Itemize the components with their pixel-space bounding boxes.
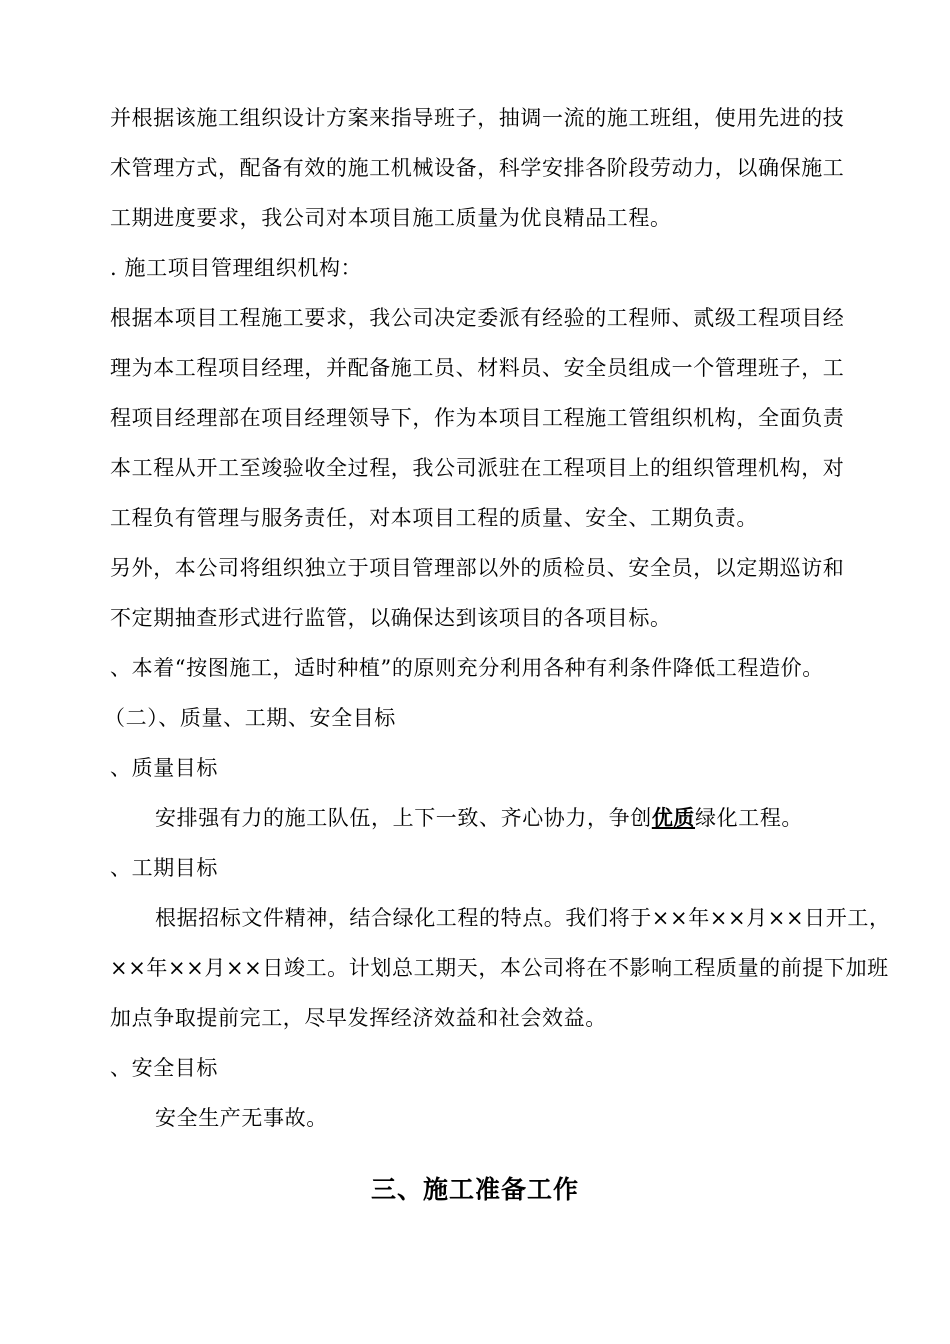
paragraph-line: 工程负有管理与服务责任，对本项目工程的质量、安全、工期负责。 [110,506,758,530]
paragraph-line: 根据本项目工程施工要求，我公司决定委派有经验的工程师、贰级工程项目经 [110,306,845,330]
quality-heading: 、质量目标 [110,756,218,780]
paragraph-line: 程项目经理部在项目经理领导下，作为本项目工程施工管组织机构，全面负责 [110,406,845,430]
quality-text-a: 安排强有力的施工队伍，上下一致、齐心协力，争创 [155,806,652,830]
schedule-heading: 、工期目标 [110,856,218,880]
quality-text-underlined: 优质 [651,805,696,830]
safety-text: 安全生产无事故。 [155,1106,328,1130]
paragraph-line: 并根据该施工组织设计方案来指导班子，抽调一流的施工班组，使用先进的技 [110,106,845,130]
paragraph-line: 不定期抽查形式进行监管，以确保达到该项目的各项目标。 [110,606,672,630]
schedule-text-line: 加点争取提前完工，尽早发挥经济效益和社会效益。 [110,1006,607,1030]
chapter-title: 三、施工准备工作 [370,1175,579,1204]
paragraph-line: 术管理方式，配备有效的施工机械设备，科学安排各阶段劳动力，以确保施工 [110,156,845,180]
quality-text [155,803,803,833]
paragraph-line: 、本着“按图施工，适时种植”的原则充分利用各种有利条件降低工程造价。 [110,656,824,680]
schedule-text-line: 根据招标文件精神，结合绿化工程的特点。我们将于××年××月××日开工， [155,906,891,930]
paragraph-line: 工期进度要求，我公司对本项目施工质量为优良精品工程。 [110,206,672,230]
schedule-text-line: ××年××月××日竣工。计划总工期天，本公司将在不影响工程质量的前提下加班 [110,956,889,980]
safety-heading: 、安全目标 [110,1056,218,1080]
org-heading: . 施工项目管理组织机构： [110,256,363,280]
section-heading: （二）、质量、工期、安全目标 [104,706,396,730]
quality-text-b: 绿化工程。 [695,806,804,830]
paragraph-line: 本工程从开工至竣验收全过程，我公司派驻在工程项目上的组织管理机构，对 [110,456,845,480]
paragraph-line: 理为本工程项目经理，并配备施工员、材料员、安全员组成一个管理班子，工 [110,356,845,380]
paragraph-line: 另外，本公司将组织独立于项目管理部以外的质检员、安全员，以定期巡访和 [110,556,845,580]
